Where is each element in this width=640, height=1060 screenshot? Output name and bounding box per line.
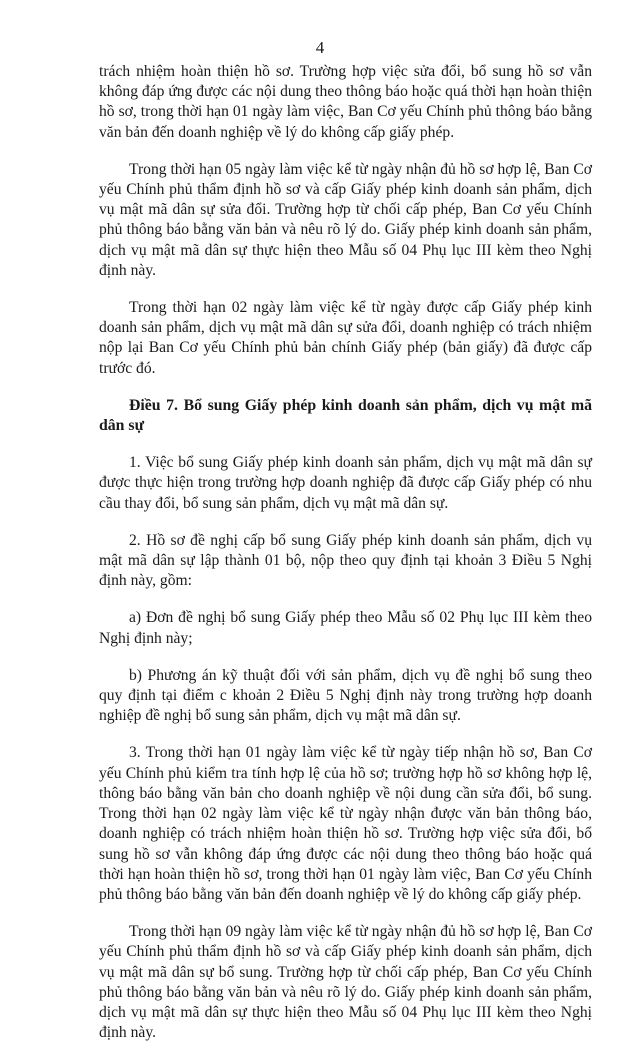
document-body (99, 62, 592, 1060)
article-7-clause-2-item-a: a) Đơn đề nghị bổ sung Giấy phép theo Mẫu số 02 Phụ lục III kèm theo Nghị định này; (99, 609, 592, 647)
article-7-clause-2-item-b: b) Phương án kỹ thuật đối với sản phẩm, dịch vụ đề nghị bổ sung theo quy định tại điểm c khoản 2 Điều 5 Nghị định này trong trường hợp doanh nghiệp đề nghị bổ sung sản phẩm, dịch vụ mật mã dân sự. (99, 666, 592, 725)
paragraph-return-original-license: Trong thời hạn 02 ngày làm việc kể từ ngày được cấp Giấy phép kinh doanh sản phẩm, dịch vụ mật mã dân sự sửa đổi, doanh nghiệp có trách nhiệm nộp lại Ban Cơ yếu Chính phủ bản chính Giấy phép (bản giấy) đã được cấp trước đó. (99, 299, 592, 377)
article-7-clause-3: 3. Trong thời hạn 01 ngày làm việc kể từ ngày tiếp nhận hồ sơ, Ban Cơ yếu Chính phủ kiểm tra tính hợp lệ của hồ sơ; trường hợp hồ sơ không hợp lệ, thông báo bằng văn bản cho doanh nghiệp về nội dung cần sửa đổi, bổ sung. Trong thời hạn 02 ngày làm việc kể từ ngày nhận được văn bản thông báo, doanh nghiệp có trách nhiệm hoàn thiện hồ sơ. Trường hợp việc sửa đổi, bổ sung hồ sơ vẫn không đáp ứng được các nội dung theo thông báo hoặc quá thời hạn hoàn thiện hồ sơ, trong thời hạn 01 ngày làm việc, Ban Cơ yếu Chính phủ thông báo bằng văn bản đến doanh nghiệp về lý do không cấp giấy phép. (99, 744, 592, 903)
paragraph-continuation: trách nhiệm hoàn thiện hồ sơ. Trường hợp việc sửa đổi, bổ sung hồ sơ vẫn không đáp ứng được các nội dung theo thông báo hoặc quá thời hạn hoàn thiện hồ sơ, trong thời hạn 01 ngày làm việc, Ban Cơ yếu Chính phủ thông báo bằng văn bản đến doanh nghiệp về lý do không cấp giấy phép. (99, 63, 592, 141)
page-number: 4 (315, 38, 325, 57)
article-7-heading: Điều 7. Bổ sung Giấy phép kinh doanh sản phẩm, dịch vụ mật mã dân sự (99, 396, 592, 435)
paragraph-amended-license-review: Trong thời hạn 05 ngày làm việc kể từ ngày nhận đủ hồ sơ hợp lệ, Ban Cơ yếu Chính phủ thẩm định hồ sơ và cấp Giấy phép kinh doanh sản phẩm, dịch vụ mật mã dân sự sửa đổi. Trường hợp từ chối cấp phép, Ban Cơ yếu Chính phủ thông báo bằng văn bản và nêu rõ lý do. Giấy phép kinh doanh sản phẩm, dịch vụ mật mã dân sự thực hiện theo Mẫu số 04 Phụ lục III kèm theo Nghị định này. (99, 160, 592, 279)
article-7-clause-1: 1. Việc bổ sung Giấy phép kinh doanh sản phẩm, dịch vụ mật mã dân sự được thực hiện trong trường hợp doanh nghiệp đã được cấp Giấy phép có nhu cầu thay đổi, bổ sung sản phẩm, dịch vụ mật mã dân sự. (99, 454, 592, 512)
article-7-clause-2: 2. Hồ sơ đề nghị cấp bổ sung Giấy phép kinh doanh sản phẩm, dịch vụ mật mã dân sự lập thành 01 bộ, nộp theo quy định tại khoản 3 Điều 5 Nghị định này, gồm: (99, 531, 592, 590)
article-7-clause-3-review: Trong thời hạn 09 ngày làm việc kể từ ngày nhận đủ hồ sơ hợp lệ, Ban Cơ yếu Chính phủ thẩm định hồ sơ và cấp Giấy phép kinh doanh sản phẩm, dịch vụ mật mã dân sự bổ sung. Trường hợp từ chối cấp phép, Ban Cơ yếu Chính phủ thông báo bằng văn bản và nêu rõ lý do. Giấy phép kinh doanh sản phẩm, dịch vụ mật mã dân sự thực hiện theo Mẫu số 04 Phụ lục III kèm theo Nghị định này. (99, 923, 592, 1042)
